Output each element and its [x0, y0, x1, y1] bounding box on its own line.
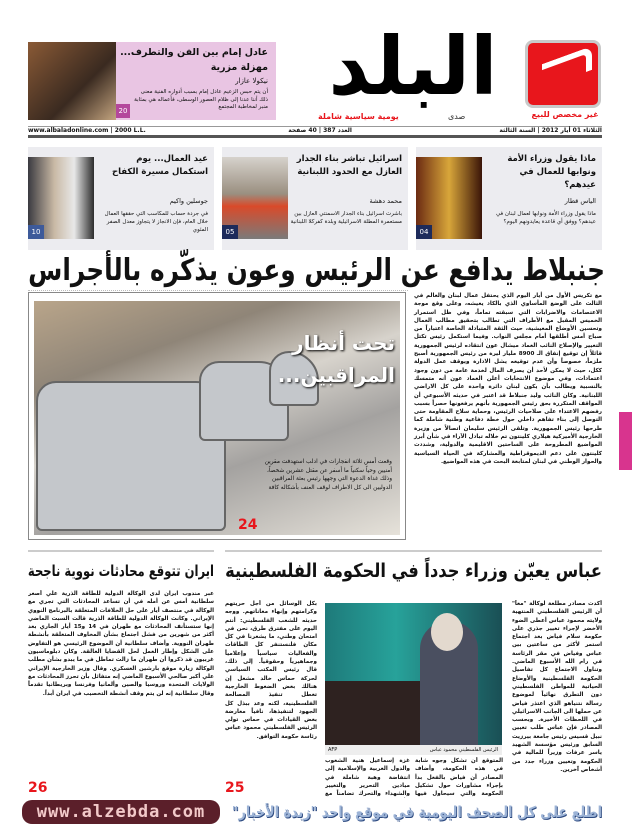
divider — [225, 550, 602, 552]
iran-body: عبر مندوب ايران لدى الوكالة الدولية للطاقة الذرية علي أصغر سلطانية أمس عن أمله في أن تساعد المحادثات التي تجري مع الوكالة في منتصف أيار على حل الخلافات المتعلقة بالبرنامج النووي الإيراني. وكانت الوكالة الدولية للطاقة الذرية قالت السبت الماضي إنها ستستأنف المحادثات مع طهران في 14 و15 أيار الجاري بعد أكثر من شهرين من فشل اجتماع بشأن المخاوف المتعلقة بأنشطة طهران النووية. وأضاف سلطانية أن الموضوع الرئيسي هو التفاوض على الشكل وإطار العمل لحل القضايا العالقة. وكان دبلوماسيون غربيون قد ذكروا أن طهران ما زالت تماطل في ما يبدو بشأن مطلب الوكالة زيارة موقع بارشين العسكري. وقال وزير الخارجية الإيراني علي أكبر صالحي الأسبوع الماضي إنه متفائل بأن تحرز المحادثات مع الولايات المتحدة وروسيا والصين وألمانيا وفرنسا وبريطانيا تقدماً وقال سلطانية إنه لن يتم وقف أنشطة التخصيب في ايران أبداً. — [28, 591, 214, 697]
teaser-excerpt: باشرت اسرائيل بناء الجدار الاسمنتي العازل بين مستعمرة المطلة الاسرائيلية وبلدة كفركلا اللبنانية — [290, 211, 402, 225]
teaser-subtitle: مهزلة مزرية — [210, 62, 268, 73]
teaser-author: محمد دهشة — [369, 197, 402, 205]
teaser-title: ماذا يقول وزراء الأمة ونوابها للعمال في عيدهم؟ — [507, 154, 596, 190]
title-prefix: صدى — [448, 112, 466, 121]
divider — [28, 135, 602, 138]
not-for-sale-label: غير مخصص للبيع — [531, 110, 599, 119]
abbas-headline[interactable]: عباس يعيّن وزراء جدداً في الحكومة الفلسطينية — [225, 560, 602, 582]
iran-headline[interactable]: ايران تتوقع محادثات نووية ناجحة — [27, 562, 214, 580]
teaser-author: الياس قطار — [564, 197, 596, 205]
abbas-col-4: بكل الوسائل من أجل حريتهم وكرامتهم وإنهاء معاناتهم. ووجه حديثه للشعب الفلسطيني: أنتم اليوم على مفترق طرق، نحن في امتحان وطني، ما يشعرنا في كل مكان فلنستنفر كل الطاقات والفعاليات سياسياً وإعلامياً وجماهيرياً وحقوقياً. إلى ذلك، قال رئيس المكتب السياسي لحركة حماس خالد مشعل إن هنالك بعض الضغوط الخارجية تعطل تنفيذ المصالحة الفلسطينية، لكنه وعد ببذل كل الجهود لتنفيذها، نافياً معارضة بعض القيادات في حماس تولي الرئيس الفلسطيني محمود عباس رئاسة حكومة التوافق. — [225, 601, 317, 740]
abbas-col-2: المتوقع أن تشكل وجوه شابة في هذه الحكومة، وأضاف المصادر أن فياض بالفعل بدأ بإجراء مشاورات حول تشكيل الحكومة والتي سيحاول فيها — [415, 758, 503, 798]
date: الثلاثاء 01 أيار 2012 | السنة الثالثة — [499, 127, 602, 134]
teaser-author: جوسلين واكيم — [169, 197, 208, 205]
main-story-body: مع تكريس الأول من أيار اليوم الذي يحتفل عمال لبنان والعالم في الثالث على الوضع المأساوي الذي بالكاد يعيشه، وعلى وقع موجة الاعتصامات والاضرابات التي سبقته تماماً، وفي ظل استمرار الخميس المقبل مع الأطراف التي تطالب بتحقيق مطالب العمال وتحسين الأوضاع المعيشية، حيث الثقة المتبادلة الخاصة اعتباراً من صباح أمس أطلقها أمام مجلس النواب. وفيما استكمل رئيس تكتل التغيير والإصلاح النائب العماد ميشال عون انتقاده لرئيس الجمهورية قائلاً إن توقيع إنفاق الـ 8900 مليار ليرة من رئيس الجمهورية أصبح ملزماً، خصوصاً وأن عدم توقيعه يشل الادارة ويوقف عمل الدولة ككل، حيث لا يمكن لأحد أن يصرف المال لخدمة عامة من دون وجود اعتمادات، وفي موضوع الانتخابات أعلن العماد عون أنه متمسك بالنسبية ويطالب بأن يكون لبنان دائرة واحدة على كل الاراضي اللبنانية. وكان النائب وليد جنبلاط قد اعتبر في حديثه الأسبوعي أن المواقف المتكررة بحق رئيس الجمهورية بأنهم يرفعونها حصراً بسبب رفضهم الاعتداء على صلاحيات الرئيس، وحماية سلاح المقاومة حتى التوصل إلى بناء تفاهم داخلي حول خطة دفاعية وطنية شاملة كما طرحها رئيس الجمهورية. وتلقى الرئيس سليمان اتصالاً من وزيرة الخارجية الأميركية هيلاري كلينتون تم خلاله تبادل الآراء في شأن أبرز المواضيع المطروحة على الساحتين الاقليمية والدولية، وشددت كلينتون على دعم الديموقراطية والمشاركة في الحياة السياسية والحوار الوطني في لبنان لمتابعة البحث في هذه المواضيع. — [414, 293, 602, 465]
page-number: 10 — [28, 225, 44, 239]
top-teaser[interactable] — [28, 42, 276, 120]
side-tab[interactable] — [619, 412, 632, 470]
teaser-excerpt: أن يتم حبس الزعيم عادل إمام بسبب أدواره الفنية معنى ذلك أننا عدنا إلى ظلام العصور الوسطى، فأعماله هي بمثابة منبر لمخاطبة المجتمع — [134, 89, 268, 110]
divider — [28, 550, 214, 552]
newspaper-title: البلد — [328, 20, 498, 113]
abbas-col-3: غزة إسماعيل هنية الشعوب والدول العربية والإسلامية إلى انتفاضة وهبة شاملة في ميادين التحرير والتغيير والشهداء والتحرك تضامناً مع — [325, 758, 410, 798]
page-number: 20 — [116, 104, 130, 118]
page-number: 24 — [238, 517, 258, 533]
caption-text: الرئيس الفلسطيني محمود عباس — [429, 747, 498, 753]
page-number: 26 — [28, 780, 48, 796]
podium-shape — [325, 681, 435, 745]
issue-info: العدد 387 | 40 صفحة — [288, 127, 352, 134]
abbas-photo — [325, 603, 502, 745]
photo-credit: AFP — [328, 747, 338, 753]
dateline — [28, 126, 602, 134]
photo-caption-line2: المراقبين... — [277, 363, 395, 387]
tagline: يومية سياسية شاملة — [318, 112, 399, 121]
website-price: www.albaladonline.com | 2000 L.L. — [28, 127, 146, 134]
teaser-israel-wall[interactable] — [222, 147, 408, 250]
teaser-excerpt: في جردة حساب للمكاسب التي حققها العمال خلال العام، فإن الانجاز لا يتجاوز معدل الصفر المئوي — [104, 211, 208, 233]
teaser-excerpt: ماذا يقول وزراء الأمة ونوابها لعمال لبنان في عيدهم؟ ووفق أي قاعدة يعايدونهم اليوم؟ — [495, 211, 596, 225]
page-number: 04 — [416, 225, 432, 239]
abbas-photo-caption — [325, 745, 502, 755]
teaser-title: عادل إمام بين الفن والتطرف... — [120, 47, 268, 58]
abbas-col-1: أكدت مصادر مطلعة لوكالة "معاً" أن الرئيس الفلسطيني المنتهية ولايته محمود عباس أعطى الضوء الأخضر لإجراء تغيير جذري على حكومة سلام فياض بعد اجتماع استمر لأكثر من ساعتين بين عباس وفياض في مقر الرئاسة في رام الله الأسبوع الماضي. وتناول الاجتماع كل تفاصيل الحكومة الفلسطينية والأوضاع الحياتية للمواطن الفلسطيني دون التطرق نهائياً لموضوع رسالة نتنياهو الذي اعتذر فياض عن حملها الى الجانب الاسرائيلي في اللحظات الأخيرة. وبحسب المصادر فإن عباس طلب تعيين نبيل قسيس رئيس جامعة بيرزيت السابق ورئيس مؤسسة الشهيد ياسر عرفات وزيراً للمالية في الحكومة وتعيين وزراء جدد من أشخاص آخرين. — [512, 601, 602, 773]
car-shape — [36, 381, 226, 531]
teaser-labor-day[interactable] — [28, 147, 214, 250]
page-number: 05 — [222, 225, 238, 239]
photo-caption-line1: تحت أنظار — [292, 331, 395, 355]
head-shape — [431, 613, 463, 651]
photo-text: وقعت أمس ثلاثة انفجارات في ادلب استهدفت مقرين أمنيين وحياً سكنياً ما أسفر عن مقتل عشرين شخصاً، وذلك غداة الدعوة التي وجهها رئيس بعثة المراقبين الدوليين الى كل الاطراف لوقف العنف بأشكاله كافة — [264, 459, 392, 491]
adel-imam-photo — [28, 42, 116, 120]
page-number: 25 — [225, 780, 245, 796]
teaser-author: نيكولا عازار — [235, 77, 268, 85]
albalad-logo — [525, 40, 601, 108]
teaser-title: عيد العمال... يوم استكمال مسيرة الكفاح — [111, 154, 208, 177]
alzebda-link[interactable]: www.alzebda.com — [22, 800, 220, 824]
divider — [28, 290, 408, 291]
arrow-icon — [542, 46, 592, 88]
main-headline[interactable]: جنبلاط يدافع عن الرئيس وعون يذكّره بالأجراس — [28, 253, 605, 288]
teaser-workers-ministers[interactable] — [416, 147, 602, 250]
alzebda-slogan: اطلع على كل الصحف اليومية في موقع واحد "زبدة الأخبار" — [231, 803, 602, 821]
teaser-title: اسرائيل تباشر بناء الجدار العازل مع الحدود اللبنانية — [296, 154, 402, 177]
